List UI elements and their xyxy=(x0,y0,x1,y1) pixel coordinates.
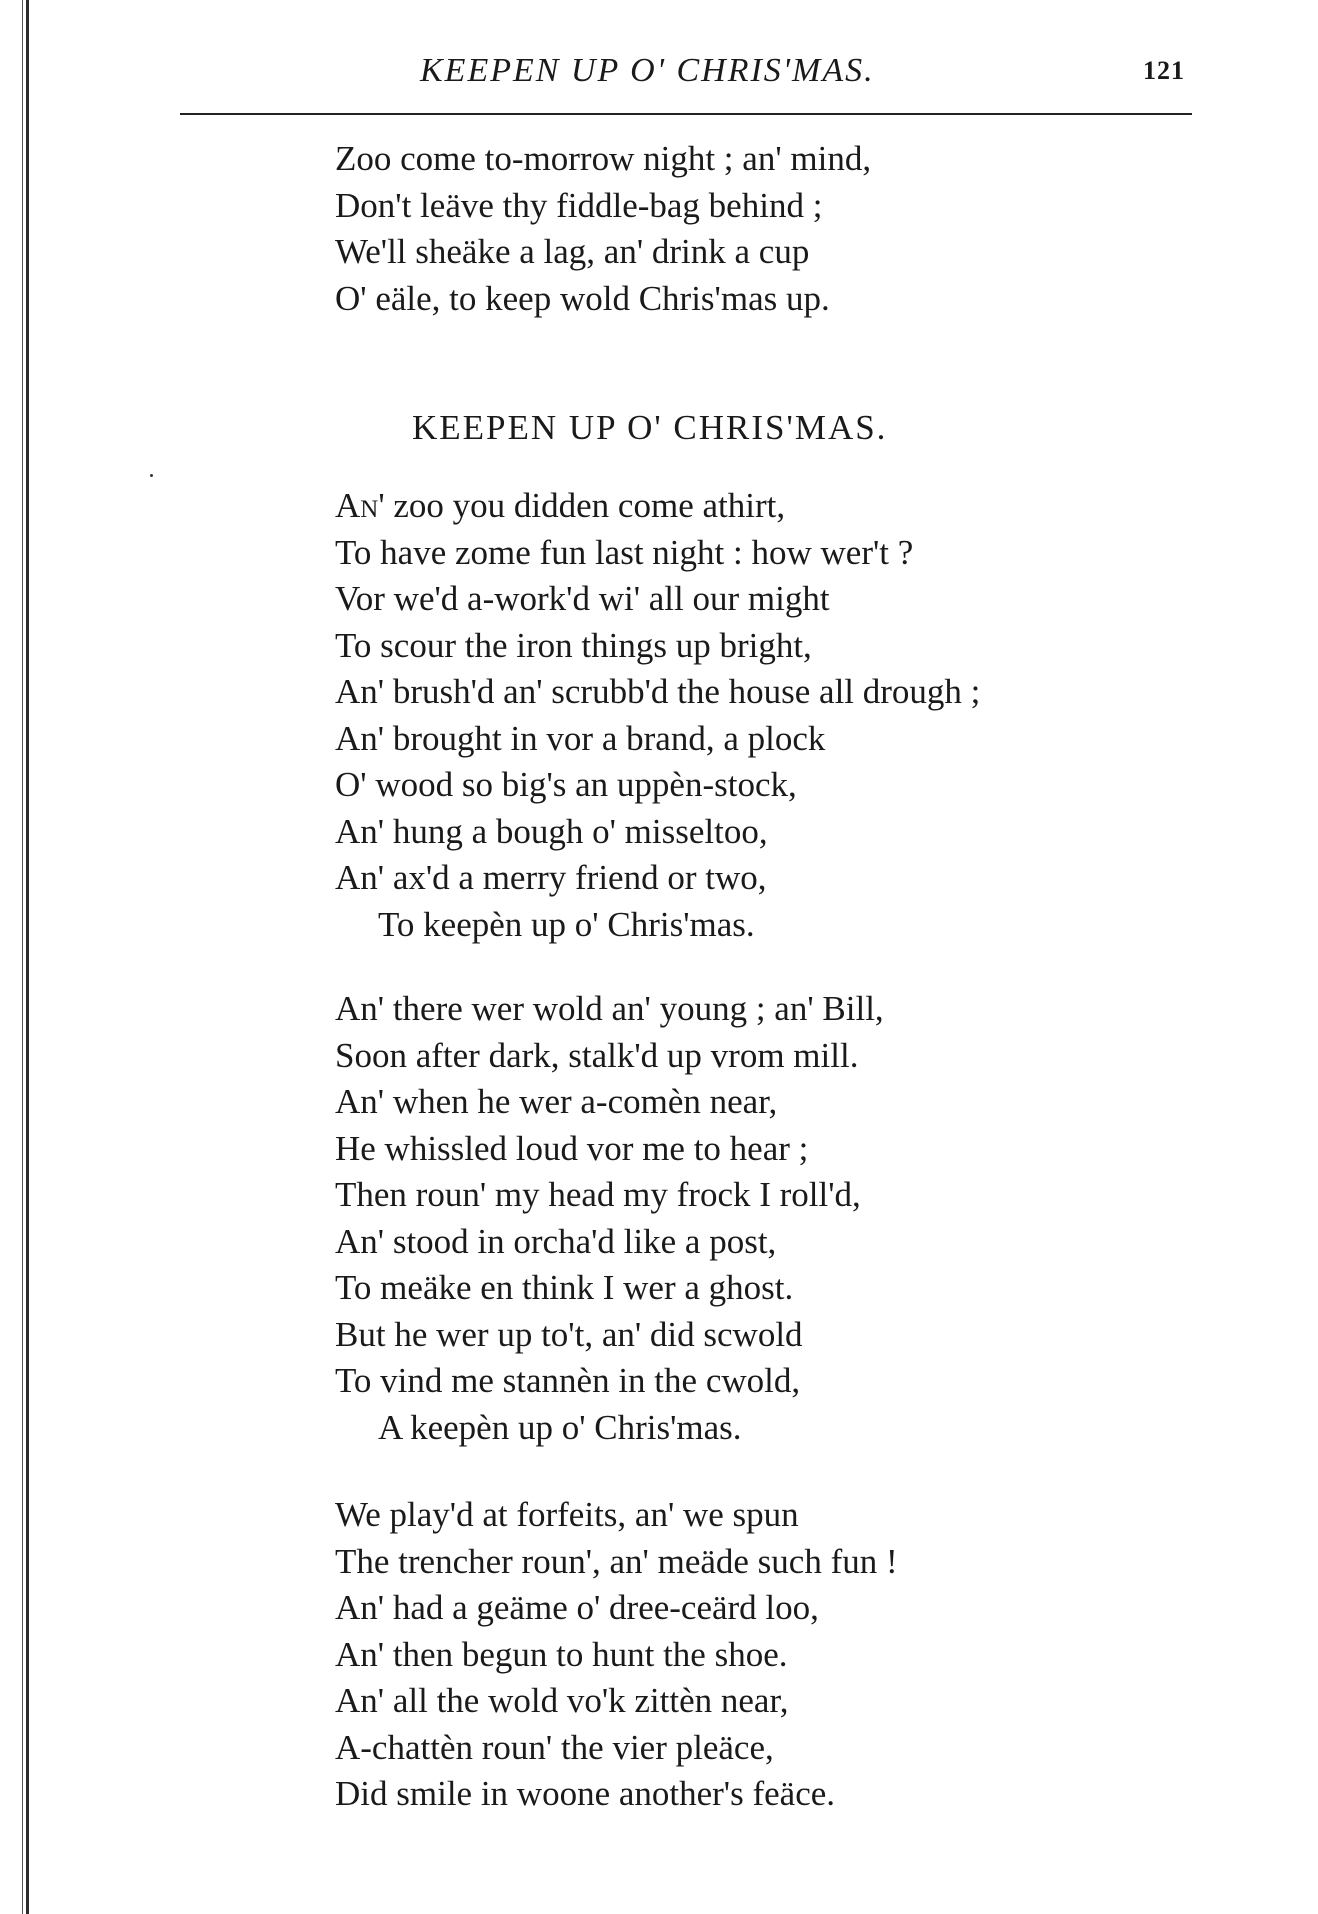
previous-poem-stanza xyxy=(335,136,871,322)
verse-line: An' stood in orcha'd like a post, xyxy=(335,1221,777,1261)
page-number: 121 xyxy=(1143,56,1185,85)
verse-line: Don't leäve thy fiddle-bag behind ; xyxy=(335,185,823,225)
verse-line: An' ax'd a merry friend or two, xyxy=(335,858,767,897)
verse-line-rest: zoo you didden come athirt, xyxy=(384,486,786,525)
verse-line: But he wer up to't, an' did scwold xyxy=(335,1314,803,1354)
verse-line: Then roun' my head my frock I roll'd, xyxy=(335,1175,861,1214)
poem-stanza-3 xyxy=(335,1492,898,1818)
verse-line: An' all the wold vo'k zittèn near, xyxy=(335,1681,789,1720)
verse-line: Vor we'd a-work'd wi' all our might xyxy=(335,579,830,618)
verse-line: He whissled loud vor me to hear ; xyxy=(335,1128,809,1168)
verse-line: An' had a geäme o' dree-ceärd loo, xyxy=(335,1588,819,1627)
verse-line: To vind me stannèn in the cwold, xyxy=(335,1361,801,1400)
verse-line: To have zome fun last night : how wer't ? xyxy=(335,532,914,572)
running-title: KEEPEN UP O' CHRIS'MAS. xyxy=(420,52,875,89)
drop-word: An' xyxy=(335,486,385,525)
verse-line: To meäke en think I wer a ghost. xyxy=(335,1268,794,1307)
verse-line: O' eäle, to keep wold Chris'mas up. xyxy=(335,278,830,318)
poem-title: KEEPEN UP O' CHRIS'MAS. xyxy=(412,408,888,447)
verse-line xyxy=(335,483,980,530)
running-head xyxy=(0,52,1318,92)
verse-line: An' then begun to hunt the shoe. xyxy=(335,1634,788,1674)
verse-line: We play'd at forfeits, an' we spun xyxy=(335,1495,799,1534)
verse-line: Soon after dark, stalk'd up vrom mill. xyxy=(335,1035,859,1075)
verse-line: To scour the iron things up bright, xyxy=(335,625,812,665)
verse-line: An' hung a bough o' misseltoo, xyxy=(335,811,768,851)
gutter-edge-line xyxy=(22,0,23,1914)
verse-line: We'll sheäke a lag, an' drink a cup xyxy=(335,232,810,271)
stray-ink-mark xyxy=(150,474,153,477)
verse-line: An' brought in vor a brand, a plock xyxy=(335,718,826,758)
gutter-binding-line xyxy=(26,0,29,1914)
header-rule xyxy=(180,113,1192,115)
refrain-line: A keepèn up o' Chris'mas. xyxy=(378,1407,742,1447)
verse-line: An' there wer wold an' young ; an' Bill, xyxy=(335,989,884,1028)
verse-line: An' brush'd an' scrubb'd the house all drough ; xyxy=(335,672,981,711)
verse-line: The trencher roun', an' meäde such fun ! xyxy=(335,1541,898,1581)
refrain-line: To keepèn up o' Chris'mas. xyxy=(378,904,755,944)
poem-stanza-2 xyxy=(335,986,884,1451)
verse-line: A-chattèn roun' the vier pleäce, xyxy=(335,1727,774,1767)
poem-stanza-1 xyxy=(335,483,980,948)
verse-line: Zoo come to-morrow night ; an' mind, xyxy=(335,139,872,178)
verse-line: An' when he wer a-comèn near, xyxy=(335,1082,778,1121)
verse-line: Did smile in woone another's feäce. xyxy=(335,1774,836,1813)
verse-line: O' wood so big's an uppèn-stock, xyxy=(335,765,797,804)
